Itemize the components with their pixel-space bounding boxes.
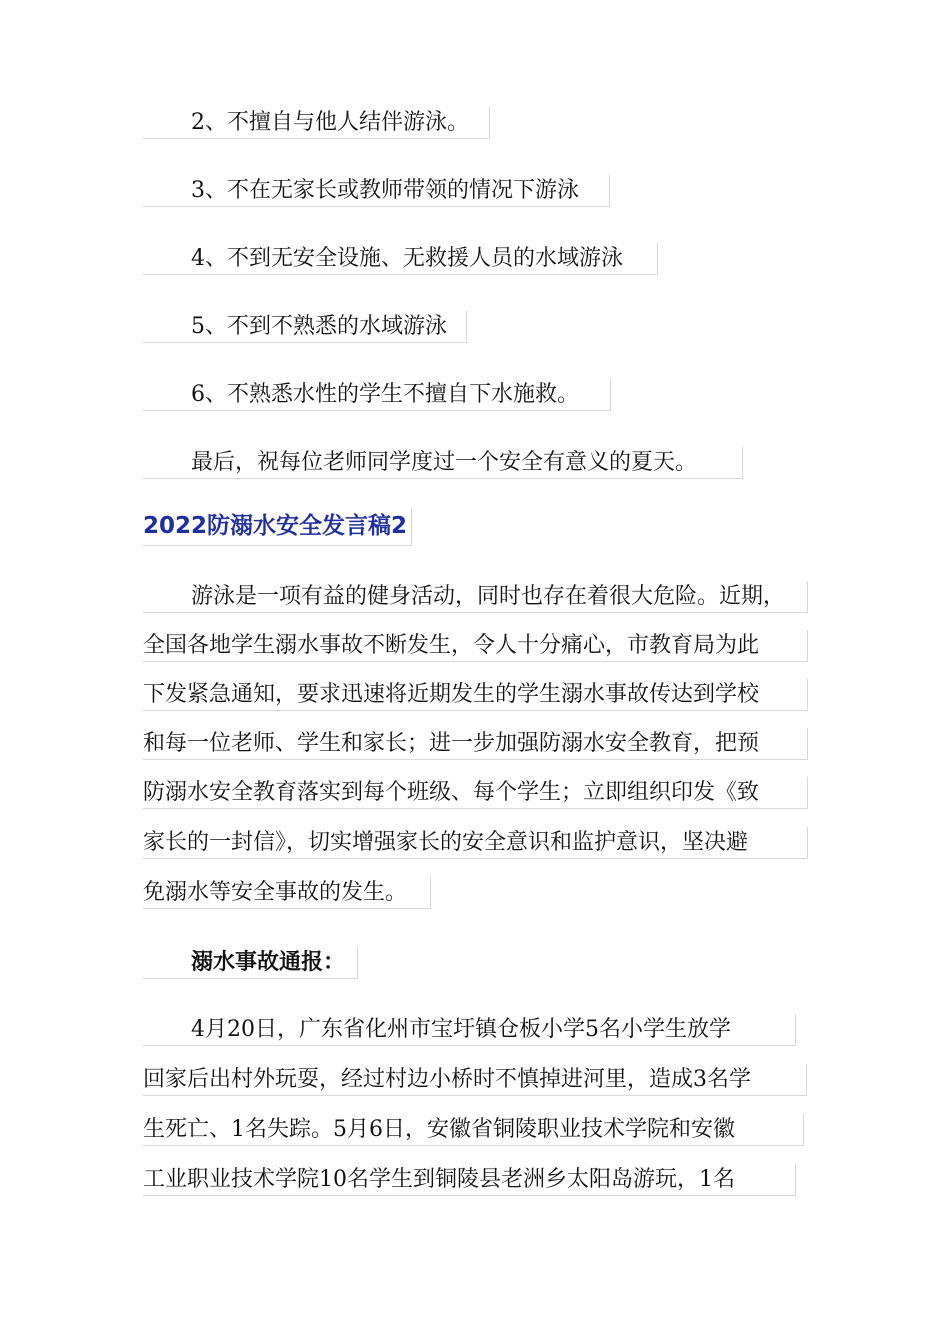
paragraph2-line-3: 生死亡、1名失踪。5月6日，安徽省铜陵职业技术学院和安徽: [143, 1114, 804, 1146]
paragraph2-line-4: 工业职业技术学院10名学生到铜陵县老洲乡太阳岛游玩，1名: [143, 1164, 796, 1196]
rule-item-3: 3、不在无家长或教师带领的情况下游泳: [143, 175, 610, 207]
closing-line: 最后，祝每位老师同学度过一个安全有意义的夏天。: [143, 447, 743, 479]
paragraph1-line-2: 全国各地学生溺水事故不断发生，令人十分痛心，市教育局为此: [143, 630, 808, 662]
rule-item-4: 4、不到无安全设施、无救援人员的水域游泳: [143, 243, 658, 275]
paragraph2-line-1: 4月20日，广东省化州市宝圩镇仓板小学5名小学生放学: [143, 1014, 796, 1046]
paragraph1-line-3: 下发紧急通知，要求迅速将近期发生的学生溺水事故传达到学校: [143, 679, 808, 711]
rule-item-2: 2、不擅自与他人结伴游泳。: [143, 107, 490, 139]
section-heading: 2022防溺水安全发言稿2: [143, 508, 412, 546]
subheading: 溺水事故通报：: [143, 947, 358, 979]
paragraph1-line-1: 游泳是一项有益的健身活动，同时也存在着很大危险。近期，: [143, 581, 808, 613]
rule-item-6: 6、不熟悉水性的学生不擅自下水施救。: [143, 379, 611, 411]
paragraph1-line-6: 家长的一封信》，切实增强家长的安全意识和监护意识，坚决避: [143, 827, 808, 859]
rule-item-5: 5、不到不熟悉的水域游泳: [143, 311, 467, 343]
paragraph1-line-7: 免溺水等安全事故的发生。: [143, 877, 431, 909]
paragraph1-line-5: 防溺水安全教育落实到每个班级、每个学生；立即组织印发《致: [143, 777, 808, 809]
paragraph1-line-4: 和每一位老师、学生和家长；进一步加强防溺水安全教育，把预: [143, 728, 808, 760]
paragraph2-line-2: 回家后出村外玩耍，经过村边小桥时不慎掉进河里，造成3名学: [143, 1064, 807, 1096]
